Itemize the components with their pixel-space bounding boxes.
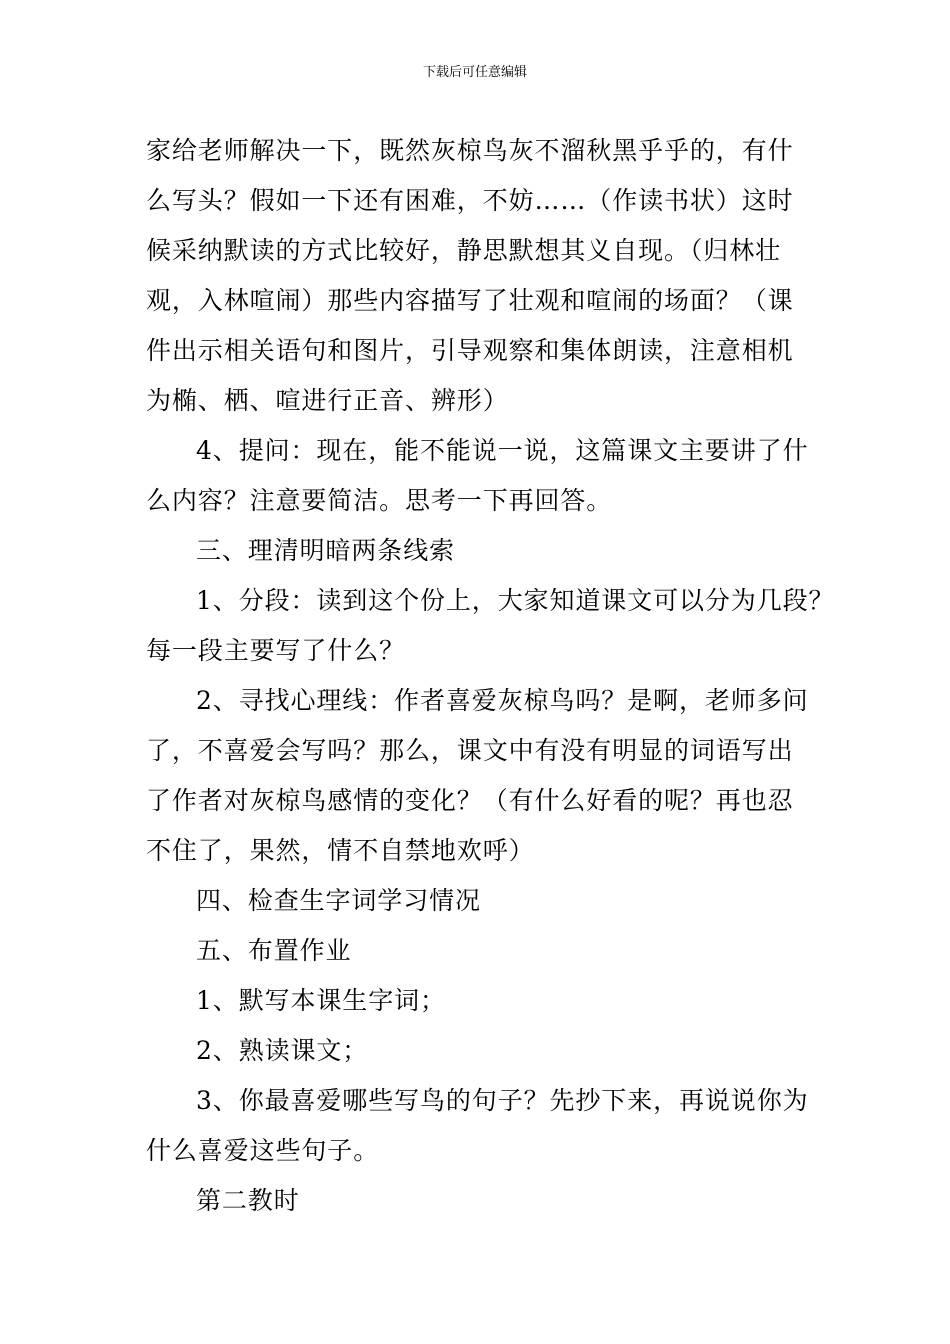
- paragraph-line: 四、检查生字词学习情况: [196, 886, 481, 915]
- paragraph-line: 为椭、栖、喧进行正音、辨形）: [146, 386, 509, 415]
- paragraph-line: 不住了，果然，情不自禁地欢呼）: [146, 836, 535, 865]
- paragraph-line: 2、寻找心理线：作者喜爱灰椋鸟吗？是啊，老师多问: [196, 686, 809, 715]
- paragraph-line: 了作者对灰椋鸟感情的变化？（有什么好看的呢？再也忍: [146, 786, 794, 815]
- paragraph-line: 4、提问：现在，能不能说一说，这篇课文主要讲了什: [196, 436, 809, 465]
- paragraph-line: 2、熟读课文；: [196, 1036, 369, 1065]
- paragraph-line: 么内容？注意要简洁。思考一下再回答。: [146, 486, 613, 515]
- paragraph-line: 件出示相关语句和图片，引导观察和集体朗读，注意相机: [146, 336, 794, 365]
- paragraph-line: 五、布置作业: [196, 936, 352, 965]
- paragraph-line: 3、你最喜爱哪些写鸟的句子？先抄下来，再说说你为: [196, 1086, 809, 1115]
- paragraph-line: 第二教时: [196, 1186, 300, 1215]
- document-body: [146, 126, 835, 1226]
- paragraph-line: 三、理清明暗两条线索: [196, 536, 456, 565]
- paragraph-line: 候采纳默读的方式比较好，静思默想其义自现。（归林壮: [146, 236, 782, 265]
- paragraph-line: 家给老师解决一下，既然灰椋鸟灰不溜秋黑乎乎的，有什: [146, 136, 794, 165]
- paragraph-line: 1、分段：读到这个份上，大家知道课文可以分为几段？: [196, 586, 835, 615]
- paragraph-line: 什么喜爱这些句子。: [146, 1136, 380, 1165]
- paragraph-line: 了，不喜爱会写吗？那么，课文中有没有明显的词语写出: [146, 736, 794, 765]
- paragraph-line: 1、默写本课生字词；: [196, 986, 446, 1015]
- paragraph-line: 观，入林喧闹）那些内容描写了壮观和喧闹的场面？（课: [146, 286, 794, 315]
- paragraph-line: 么写头？假如一下还有困难，不妨……（作读书状）这时: [146, 186, 794, 215]
- page-header: 下载后可任意编辑: [422, 65, 527, 80]
- paragraph-line: 每一段主要写了什么？: [146, 636, 406, 665]
